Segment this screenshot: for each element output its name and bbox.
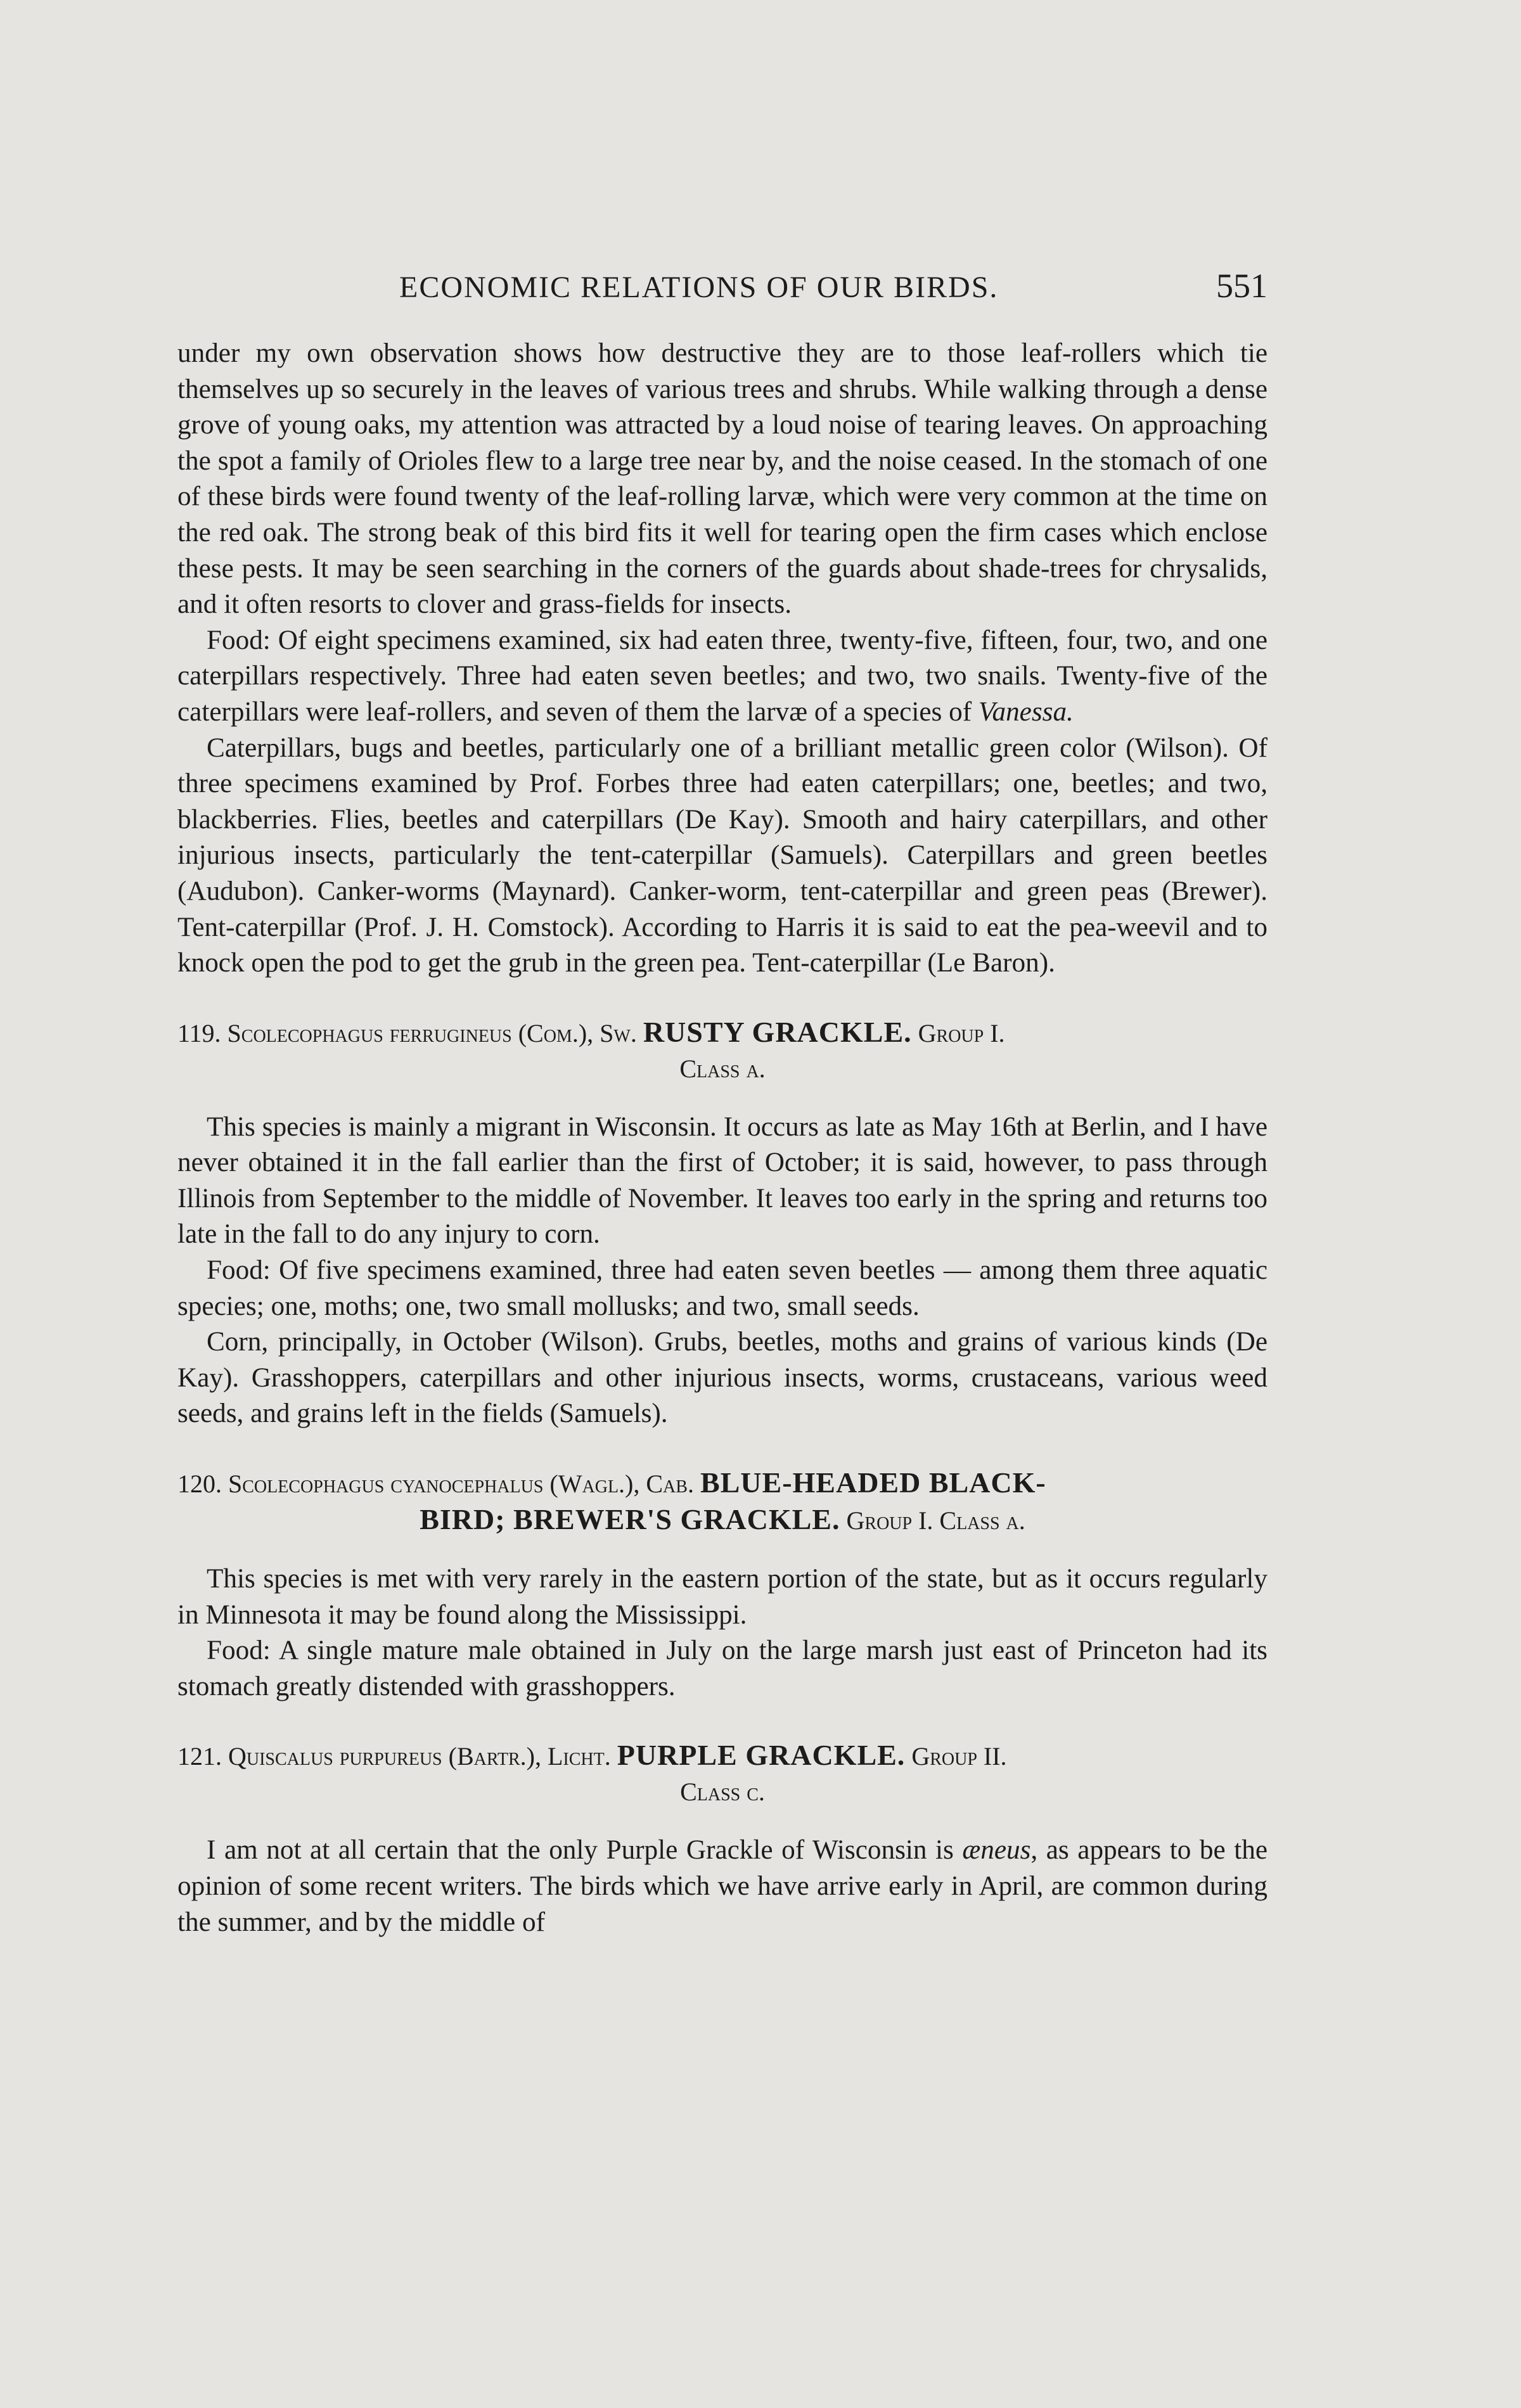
species-heading-119 [177,1015,1268,1087]
text-run: , as appears to be the opinion of some recent writers. The birds which we have arrive early in April, are common during the summer, and by the middle of [177,1835,1268,1937]
entry-number: 120. [177,1470,222,1499]
common-name: PURPLE GRACKLE. [617,1739,906,1772]
common-name: RUSTY GRACKLE. [643,1015,912,1048]
body-text [177,336,1268,1940]
group-label: Group II. [911,1742,1007,1771]
group-label: Group I. [846,1506,934,1535]
common-name-continued: BIRD; BREWER'S GRACKLE. [420,1503,840,1536]
group-label: Group I. [918,1018,1005,1047]
food-text: Food: Of eight specimens examined, six had eaten three, twenty-five, fifteen, four, two, and one caterpillars respectively. Three had eaten seven beetles; and two, two snails. Twenty-five of the caterpillars were leaf-rollers, and seven of them the larvæ of a species of [177,625,1268,727]
scientific-name: Scolecophagus ferrugineus [227,1018,512,1047]
class-label: Class a. [939,1506,1025,1535]
paragraph-food [177,623,1268,731]
class-label: Class c. [680,1777,765,1807]
paragraph: This species is mainly a migrant in Wisconsin. It occurs as late as May 16th at Berlin, and I have never obtained it in the fall earlier than the first of October; it is said, however, to pass through Illinois from September to the middle of November. It leaves too early in the spring and returns too late in the fall to do any injury to corn. [177,1111,1268,1250]
authority: (Com.), Sw. [518,1018,637,1047]
species-aeneus: æneus [962,1835,1031,1866]
genus-vanessa: Vanessa. [978,696,1074,727]
paragraph-food: Food: Of five specimens examined, three had eaten seven beetles — among them three aquatic species; one, moths; one, two small mollusks; and two, small seeds. [177,1255,1268,1321]
paragraph: This species is met with very rarely in the eastern portion of the state, but as it occurs regularly in Minnesota it may be found along the Mississippi. [177,1564,1268,1630]
running-head: ECONOMIC RELATIONS OF OUR BIRDS. [399,271,999,304]
class-label: Class a. [679,1054,766,1083]
scientific-name: Quiscalus purpureus [228,1742,442,1771]
scientific-name: Scolecophagus cyanocephalus [228,1470,544,1499]
heading-second-line [177,1502,1268,1539]
paragraph [177,1833,1268,1940]
paragraph-continued: under my own observation shows how destructive they are to those leaf-rollers which tie themselves up so securely in the leaves of various trees and shrubs. While walking through a dense grove of young oaks, my attention was attracted by a loud noise of tearing leaves. On approaching the spot a family of Orioles flew to a large tree near by, and the noise ceased. In the stomach of one of these birds were found twenty of the leaf-rolling larvæ, which were very common at the time on the red oak. The strong beak of this bird fits it well for tearing open the firm cases which enclose these pests. It may be seen searching in the corners of the guards about shade-trees for chrysalids, and it often resorts to clover and grass-fields for insects. [177,338,1268,620]
paragraph-sources: Corn, principally, in October (Wilson). Grubs, beetles, moths and grains of various kinds (De Kay). Grasshoppers, caterpillars and other injurious insects, worms, crustaceans, various weed seeds, and grains left in the fields (Samuels). [177,1327,1268,1429]
page-header [177,266,1268,317]
common-name: BLUE-HEADED BLACK- [700,1466,1046,1499]
entry-number: 121. [177,1742,222,1771]
page-number: 551 [1216,267,1268,305]
entry-number: 119. [177,1018,221,1047]
species-heading-121 [177,1738,1268,1810]
paragraph-food: Food: A single mature male obtained in July on the large marsh just east of Princeton had its stomach greatly distended with grasshoppers. [177,1636,1268,1701]
authority: (Bartr.), Licht. [448,1742,611,1771]
paragraph-sources: Caterpillars, bugs and beetles, particularly one of a brilliant metallic green color (Wilson). Of three specimens examined by Prof. Forbes three had eaten caterpillars; one, beetles; and two, blackberries. Flies, beetles and caterpillars (De Kay). Smooth and hairy caterpillars, and other injurious insects, particularly the tent-caterpillar (Samuels). Caterpillars and green beetles (Audubon). Canker-worms (Maynard). Canker-worm, tent-caterpillar and green peas (Brewer). Tent-caterpillar (Prof. J. H. Comstock). According to Harris it is said to eat the pea-weevil and to knock open the pod to get the grub in the green pea. Tent-caterpillar (Le Baron). [177,733,1268,978]
species-heading-120 [177,1465,1268,1539]
authority: (Wagl.), Cab. [549,1470,694,1499]
text-run: I am not at all certain that the only Purple Grackle of Wisconsin is [207,1835,963,1866]
